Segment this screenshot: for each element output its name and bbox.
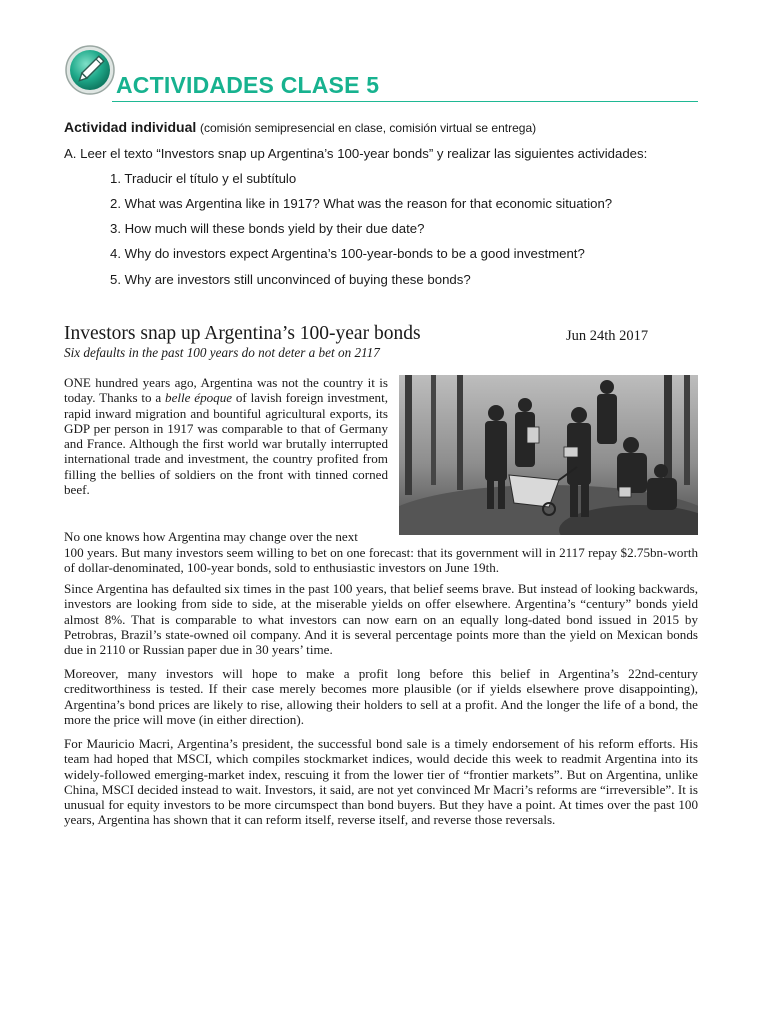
article-paragraph: No one knows how Argentina may change over the next bbox=[64, 529, 358, 544]
task-item: 2. What was Argentina like in 1917? What was the reason for that economic situation? bbox=[110, 196, 613, 211]
task-item: 1. Traducir el título y el subtítulo bbox=[110, 171, 297, 186]
article-subtitle: Six defaults in the past 100 years do not deter a bet on 2117 bbox=[64, 345, 380, 360]
instructions: A. Leer el texto “Investors snap up Argentina’s 100-year bonds” y realizar las siguientes actividades: bbox=[64, 146, 648, 161]
task-item: 4. Why do investors expect Argentina’s 100-year-bonds to be a good investment? bbox=[110, 246, 585, 261]
task-item: 3. How much will these bonds yield by their due date? bbox=[110, 221, 425, 236]
title-divider bbox=[112, 101, 698, 102]
page-header bbox=[64, 44, 698, 104]
pencil-circle-icon bbox=[64, 44, 116, 96]
section-heading bbox=[64, 119, 536, 135]
task-item: 5. Why are investors still unconvinced of buying these bonds? bbox=[110, 272, 471, 287]
article-paragraph: Since Argentina has defaulted six times in the past 100 years, that belief seems brave. But instead of looking backwards, investors are looking from side to side, at the miserable yields on offer elsewhere. Argentina’s “century” bonds yield almost 8%. That is comparable to what investors can now earn on an equally long-dated bond issued in 2015 by Petrobras, Brazil’s state-owned oil company. And it is several percentage points more than the yield on Mexican bonds due in 2110 or Russian paper due in 30 years’ time. bbox=[64, 581, 698, 658]
article-date: Jun 24th 2017 bbox=[566, 328, 649, 344]
article-paragraph: 100 years. But many investors seem willing to bet on one forecast: that its government will in 2117 repay $2.75bn-worth of dollar-denominated, 100-year bonds, sold to enthusiastic investors on June 19th. bbox=[64, 544, 698, 575]
article-title: Investors snap up Argentina’s 100-year bonds bbox=[64, 323, 421, 344]
article-photo bbox=[399, 375, 698, 535]
article-paragraph: Moreover, many investors will hope to make a profit long before this belief in Argentina’s 22nd-century creditworthiness is tested. If their case merely becomes more plausible (or if yields elsewhere prove disappointing), Argentina’s bond prices are likely to rise, allowing their holders to sell at a profit. And the longer the life of a bond, the more the price will move (in either direction). bbox=[64, 666, 698, 727]
article-paragraph: For Mauricio Macri, Argentina’s president, the successful bond sale is a timely endorsement of his reform efforts. His team had hoped that MSCI, which compiles stockmarket indices, would decide this week to readmit Argentina into its widely-followed emerging-market index, rescuing it from the lower tier of “frontier markets”. But on Argentina, unlike China, MSCI decided instead to wait. Investors, it said, are not yet convinced Mr Macri’s reforms are “irreversible”. It is unusual for equity investors to be more circumspect than bond buyers. But they have a point. At times over the past 100 years, Argentina has shown that it can reform itself, reverse itself, and reverse those reversals. bbox=[64, 736, 698, 828]
section-label: Actividad individual bbox=[64, 119, 197, 135]
section-note: (comisión semipresencial en clase, comisión virtual se entrega) bbox=[199, 121, 537, 135]
page-title: ACTIVIDADES CLASE 5 bbox=[116, 72, 380, 98]
article-paragraph: ONE hundred years ago, Argentina was not the country it is today. Thanks to a belle époque of lavish foreign investment, rapid inward migration and bountiful agricultural exports, its GDP per person in 1917 was comparable to that of Germany and France. Although the first world war brutally interrupted international trade and investment, the country profited from filling the bellies of soldiers on the front with tinned corned beef. bbox=[64, 375, 388, 498]
